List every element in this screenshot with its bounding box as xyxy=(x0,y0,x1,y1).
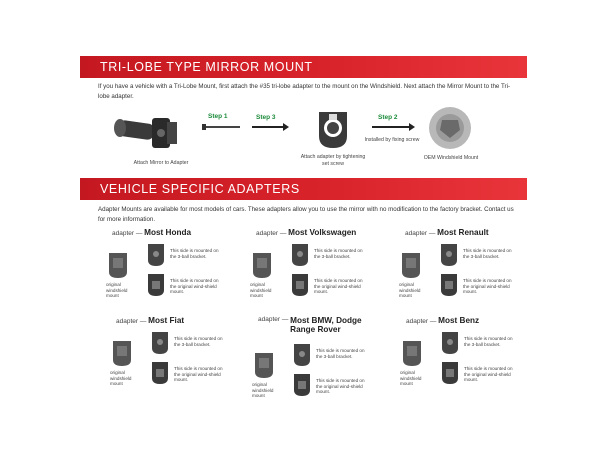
caption-adapter: Attach adapter by tightening set screw xyxy=(300,154,366,167)
section2-banner xyxy=(80,178,527,200)
mounted-windshield-text: This side is mounted on the original wind-shield mount. xyxy=(174,366,223,383)
adapter-brand: Most Volkswagen xyxy=(288,228,357,237)
section1-title: TRI-LOBE TYPE MIRROR MOUNT xyxy=(100,60,313,74)
mounted-3ball-text: This side is mounted on the 3-ball bracket. xyxy=(316,348,365,359)
adapter-3ball-side-image xyxy=(439,242,459,268)
original-mount-label: original windshield mount xyxy=(399,282,421,299)
original-mount-image xyxy=(110,338,134,368)
adapter-windshield-side-image xyxy=(150,360,170,386)
original-mount-image xyxy=(106,250,130,280)
original-mount-image xyxy=(399,250,423,280)
adapter-3ball-side-image xyxy=(292,342,312,368)
section2-intro: Adapter Mounts are available for most models of cars. These adapters allow you to use the mirror with no modification to the factory bracket. Contact us for more information. xyxy=(98,206,514,223)
adapter-3ball-side-image xyxy=(440,330,460,356)
original-mount-label: original windshield mount xyxy=(250,282,272,299)
adapter-prefix: adapter — xyxy=(112,230,143,237)
caption-mirror: Attach Mirror to Adapter xyxy=(133,160,189,166)
mirror-arm-image xyxy=(112,112,187,157)
adapter-heading xyxy=(405,228,489,237)
mounted-3ball-text: This side is mounted on the 3-ball bracket. xyxy=(314,248,363,259)
section2-title: VEHICLE SPECIFIC ADAPTERS xyxy=(100,182,300,196)
step3-arrow xyxy=(252,126,284,128)
adapter-brand: Most Honda xyxy=(144,228,192,237)
adapter-windshield-side-image xyxy=(439,272,459,298)
adapter-windshield-side-image xyxy=(292,372,312,398)
mounted-3ball-text: This side is mounted on the 3-ball bracket. xyxy=(174,336,223,347)
step2-label: Step 2 xyxy=(378,114,398,121)
adapter-heading xyxy=(406,316,479,325)
adapter-prefix: adapter — xyxy=(116,318,147,325)
adapter-prefix: adapter — xyxy=(258,316,289,323)
mounted-3ball-text: This side is mounted on the 3-ball bracket. xyxy=(464,336,513,347)
adapter-3ball-side-image xyxy=(290,242,310,268)
caption-screw: Installed by fixing screw xyxy=(364,137,420,143)
original-mount-label: original windshield mount xyxy=(400,370,422,387)
adapter-3ball-side-image xyxy=(146,242,166,268)
trilobe-adapter-image xyxy=(313,108,353,150)
step2-arrow xyxy=(372,126,410,128)
original-mount-label: original windshield mount xyxy=(106,282,128,299)
adapter-brand: Most Benz xyxy=(438,316,480,325)
adapter-heading xyxy=(116,316,184,325)
adapter-3ball-side-image xyxy=(150,330,170,356)
adapter-windshield-side-image xyxy=(440,360,460,386)
adapter-heading xyxy=(112,228,191,237)
original-mount-image xyxy=(400,338,424,368)
oem-mount-image xyxy=(428,106,472,150)
adapter-heading xyxy=(256,228,356,237)
step1-label: Step 1 xyxy=(208,113,228,120)
original-mount-image xyxy=(250,250,274,280)
mounted-windshield-text: This side is mounted on the original wind-shield mount. xyxy=(170,278,219,295)
section1-intro: If you have a vehicle with a Tri-Lobe Mount, first attach the #35 tri-lobe adapter to the mount on the Windshield. Next attach the Mirror Mount to the Tri-lobe adapter. xyxy=(98,83,511,100)
original-mount-label: original windshield mount xyxy=(110,370,132,387)
caption-oem: OEM Windshield Mount xyxy=(423,155,479,161)
adapter-windshield-side-image xyxy=(146,272,166,298)
adapter-prefix: adapter — xyxy=(405,230,436,237)
original-mount-label: original windshield mount xyxy=(252,382,274,399)
adapter-prefix: adapter — xyxy=(406,318,437,325)
mounted-windshield-text: This side is mounted on the original wind-shield mount. xyxy=(314,278,363,295)
adapter-brand: Most Fiat xyxy=(148,316,185,325)
mounted-windshield-text: This side is mounted on the original wind-shield mount. xyxy=(463,278,512,295)
mounted-3ball-text: This side is mounted on the 3-ball bracket. xyxy=(463,248,512,259)
step3-label: Step 3 xyxy=(256,114,276,121)
adapter-prefix: adapter — xyxy=(256,230,287,237)
adapter-brand: Most BMW, Dodge Range Rover xyxy=(290,316,362,334)
adapter-heading xyxy=(258,316,370,334)
mounted-3ball-text: This side is mounted on the 3-ball bracket. xyxy=(170,248,219,259)
mounted-windshield-text: This side is mounted on the original wind-shield mount. xyxy=(464,366,513,383)
adapter-windshield-side-image xyxy=(290,272,310,298)
section1-banner xyxy=(80,56,527,78)
adapter-brand: Most Renault xyxy=(437,228,489,237)
mounted-windshield-text: This side is mounted on the original wind-shield mount. xyxy=(316,378,365,395)
original-mount-image xyxy=(252,350,276,380)
screw-icon xyxy=(202,123,242,131)
